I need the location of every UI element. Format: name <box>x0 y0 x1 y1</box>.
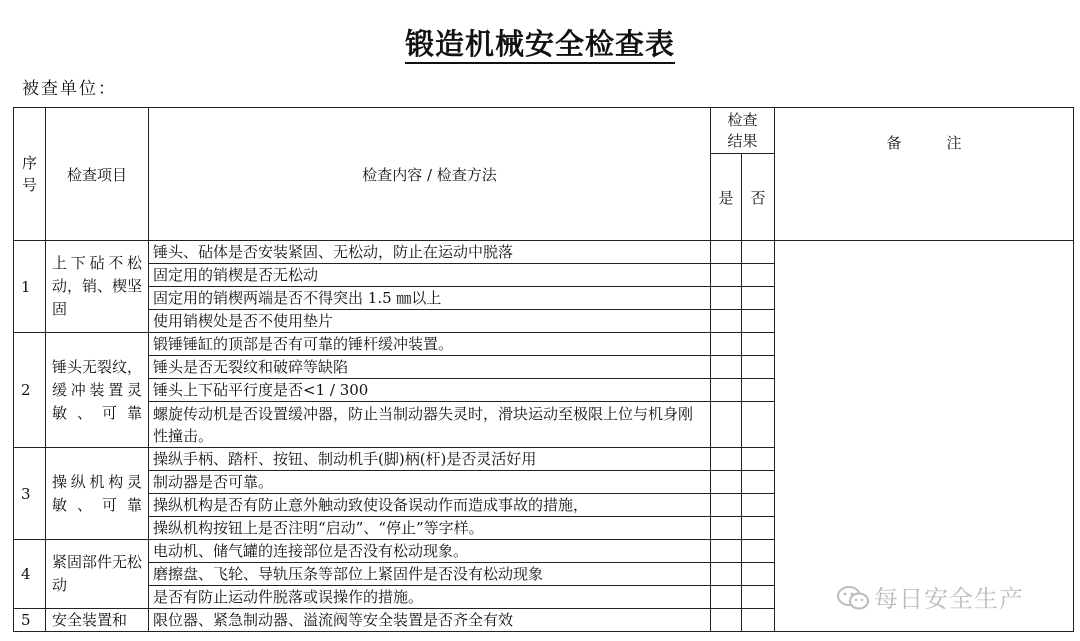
result-no-cell[interactable] <box>742 333 775 356</box>
result-no-cell[interactable] <box>742 264 775 287</box>
result-yes-cell[interactable] <box>711 609 742 632</box>
result-no-cell[interactable] <box>742 471 775 494</box>
result-yes-cell[interactable] <box>711 333 742 356</box>
result-no-cell[interactable] <box>742 563 775 586</box>
section-2-number: 2 <box>14 333 46 448</box>
result-yes-cell[interactable] <box>711 517 742 540</box>
check-row: 锤头上下砧平行度是否<1 / 300 <box>149 379 711 402</box>
result-no-cell[interactable] <box>742 586 775 609</box>
header-item: 检查项目 <box>46 108 149 241</box>
check-row: 螺旋传动机是否设置缓冲器，防止当制动器失灵时，滑块运动至极限上位与机身刚性撞击。 <box>149 402 711 448</box>
result-no-cell[interactable] <box>742 241 775 264</box>
result-yes-cell[interactable] <box>711 494 742 517</box>
result-yes-cell[interactable] <box>711 586 742 609</box>
check-row: 使用销楔处是否不使用垫片 <box>149 310 711 333</box>
result-yes-cell[interactable] <box>711 471 742 494</box>
check-row: 电动机、储气罐的连接部位是否没有松动现象。 <box>149 540 711 563</box>
section-5-number: 5 <box>14 609 46 632</box>
header-seq: 序号 <box>14 108 46 241</box>
watermark-text: 每日安全生产 <box>874 585 1024 613</box>
result-yes-cell[interactable] <box>711 563 742 586</box>
wechat-icon <box>836 585 870 611</box>
result-yes-cell[interactable] <box>711 402 742 448</box>
check-row: 操纵手柄、踏杆、按钮、制动机手(脚)柄(杆)是否灵活好用 <box>149 448 711 471</box>
section-3-item: 操纵机构灵敏、可靠 <box>46 448 149 540</box>
result-no-cell[interactable] <box>742 379 775 402</box>
result-no-cell[interactable] <box>742 494 775 517</box>
header-result: 检查结果 <box>711 108 775 154</box>
result-yes-cell[interactable] <box>711 356 742 379</box>
result-yes-cell[interactable] <box>711 264 742 287</box>
result-yes-cell[interactable] <box>711 241 742 264</box>
section-4-number: 4 <box>14 540 46 609</box>
result-yes-cell[interactable] <box>711 287 742 310</box>
notes-cell[interactable] <box>775 241 1074 632</box>
result-no-cell[interactable] <box>742 540 775 563</box>
check-row: 锤头是否无裂纹和破碎等缺陷 <box>149 356 711 379</box>
section-2-item: 锤头无裂纹，缓冲装置灵敏、可靠 <box>46 333 149 448</box>
check-row: 锻锤锤缸的顶部是否有可靠的锤杆缓冲装置。 <box>149 333 711 356</box>
section-1-number: 1 <box>14 241 46 333</box>
section-4-item: 紧固部件无松动 <box>46 540 149 609</box>
result-no-cell[interactable] <box>742 517 775 540</box>
result-yes-cell[interactable] <box>711 448 742 471</box>
check-row: 制动器是否可靠。 <box>149 471 711 494</box>
result-yes-cell[interactable] <box>711 310 742 333</box>
result-no-cell[interactable] <box>742 402 775 448</box>
check-row: 操纵机构按钮上是否注明“启动”、“停止”等字样。 <box>149 517 711 540</box>
header-yes: 是 <box>711 154 742 241</box>
result-yes-cell[interactable] <box>711 540 742 563</box>
check-row: 锤头、砧体是否安装紧固、无松动，防止在运动中脱落 <box>149 241 711 264</box>
check-row: 磨擦盘、飞轮、导轨压条等部位上紧固件是否没有松动现象 <box>149 563 711 586</box>
result-no-cell[interactable] <box>742 356 775 379</box>
section-1-item: 上下砧不松动，销、楔坚固 <box>46 241 149 333</box>
document-title: 锻造机械安全检查表 <box>0 22 1080 63</box>
check-row: 是否有防止运动件脱落或误操作的措施。 <box>149 586 711 609</box>
watermark <box>836 579 1024 614</box>
check-row: 限位器、紧急制动器、溢流阀等安全装置是否齐全有效 <box>149 609 711 632</box>
section-5-item: 安全装置和 <box>46 609 149 632</box>
header-note: 备 注 <box>775 108 1074 241</box>
result-no-cell[interactable] <box>742 609 775 632</box>
header-content: 检查内容 / 检查方法 <box>149 108 711 241</box>
section-3-number: 3 <box>14 448 46 540</box>
result-no-cell[interactable] <box>742 448 775 471</box>
result-no-cell[interactable] <box>742 310 775 333</box>
inspected-unit-label: 被查单位： <box>22 79 117 99</box>
check-row: 固定用的销楔是否无松动 <box>149 264 711 287</box>
check-row: 固定用的销楔两端是否不得突出 1.5 ㎜以上 <box>149 287 711 310</box>
check-row: 操纵机构是否有防止意外触动致使设备误动作而造成事故的措施， <box>149 494 711 517</box>
inspection-table <box>13 107 1074 632</box>
result-yes-cell[interactable] <box>711 379 742 402</box>
result-no-cell[interactable] <box>742 287 775 310</box>
header-no: 否 <box>742 154 775 241</box>
